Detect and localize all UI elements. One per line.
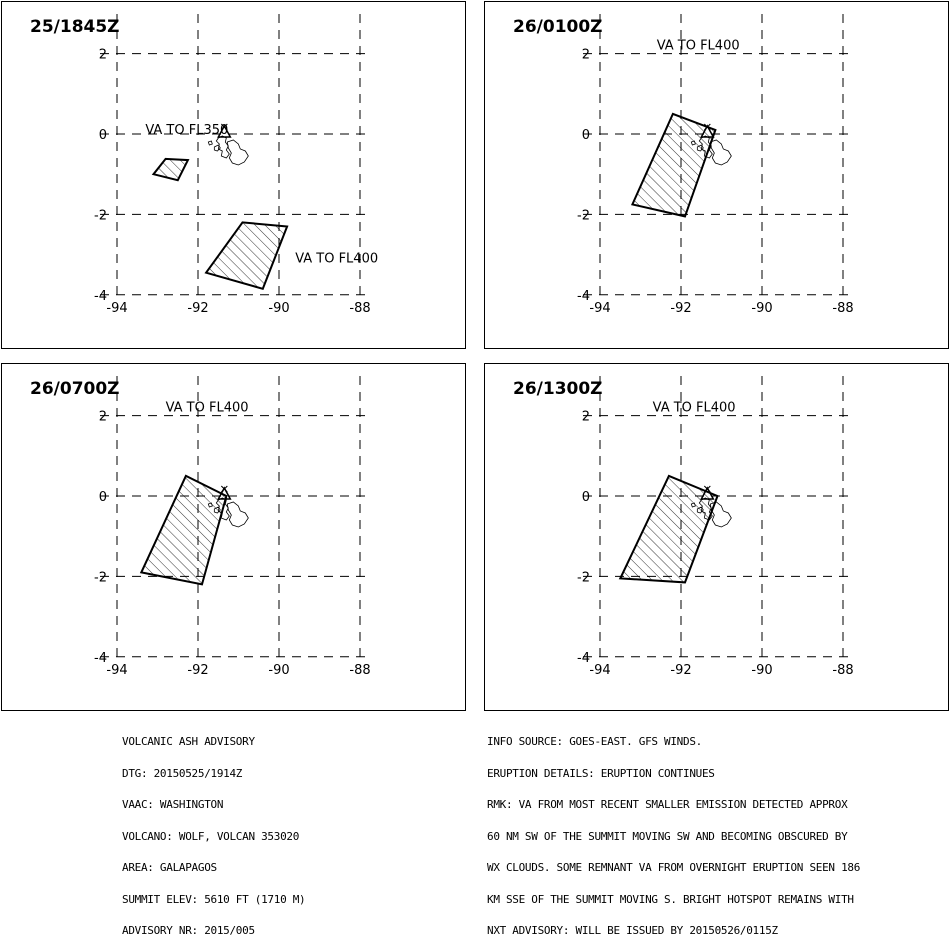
island-outline xyxy=(227,502,248,527)
y-tick-label: -2 xyxy=(94,570,107,586)
footer-right-line: KM SSE OF THE SUMMIT MOVING S. BRIGHT HOTSPOT REMAINS WITH xyxy=(487,892,854,906)
advisory-details-block xyxy=(487,716,860,947)
y-tick-label: 2 xyxy=(581,409,590,425)
x-tick-label: -88 xyxy=(832,662,854,678)
panel-title-2: 26/0100Z xyxy=(513,17,603,37)
island-outline xyxy=(214,145,220,151)
x-tick-label: -88 xyxy=(349,300,371,316)
footer-left-line: SUMMIT ELEV: 5610 FT (1710 M) xyxy=(122,892,306,906)
ash-cloud-polygon xyxy=(206,222,287,288)
island-outline xyxy=(216,136,229,158)
panel-title-3: 26/0700Z xyxy=(30,379,120,399)
x-tick-label: -90 xyxy=(268,662,290,678)
footer-right-line: INFO SOURCE: GOES-EAST. GFS WINDS. xyxy=(487,735,702,748)
map-panel-2 xyxy=(484,1,949,349)
map-panel-3 xyxy=(1,363,466,711)
ash-level-label: VA TO FL350 xyxy=(145,123,229,138)
ash-cloud-polygon xyxy=(620,476,717,583)
x-tick-label: -94 xyxy=(106,300,128,316)
x-tick-label: -90 xyxy=(751,300,773,316)
map-svg-4 xyxy=(485,364,950,712)
island-outline xyxy=(208,141,212,145)
footer-left-line: AREA: GALAPAGOS xyxy=(122,861,217,874)
x-tick-label: -92 xyxy=(187,662,209,678)
y-tick-label: -2 xyxy=(94,208,107,224)
ash-cloud-polygon xyxy=(632,114,715,216)
ash-level-label: VA TO FL400 xyxy=(295,251,379,267)
x-tick-label: -92 xyxy=(670,300,692,316)
y-tick-label: 2 xyxy=(98,409,107,425)
y-tick-label: 0 xyxy=(581,490,590,505)
footer-left-line: VOLCANIC ASH ADVISORY xyxy=(122,735,255,748)
y-tick-label: -2 xyxy=(577,570,590,586)
x-tick-label: -94 xyxy=(589,662,611,678)
x-tick-label: -90 xyxy=(751,662,773,678)
footer-right-line: NXT ADVISORY: WILL BE ISSUED BY 20150526/0115Z xyxy=(487,924,778,937)
footer-left-line: DTG: 20150525/1914Z xyxy=(122,766,243,780)
y-tick-label: 2 xyxy=(581,47,590,63)
ash-cloud-polygon xyxy=(141,476,226,585)
ash-level-label: VA TO FL400 xyxy=(165,400,249,416)
island-outline xyxy=(227,140,248,165)
x-tick-label: -94 xyxy=(589,300,611,316)
y-tick-label: -4 xyxy=(577,288,590,304)
y-tick-label: -4 xyxy=(577,650,590,666)
advisory-header-block xyxy=(122,716,305,947)
y-tick-label: 0 xyxy=(98,128,107,143)
ash-level-label: VA TO FL400 xyxy=(656,38,740,54)
footer-right-line: RMK: VA FROM MOST RECENT SMALLER EMISSION DETECTED APPROX xyxy=(487,798,848,811)
ash-level-label: VA TO FL400 xyxy=(652,400,736,416)
footer-left-line: VOLCANO: WOLF, VOLCAN 353020 xyxy=(122,829,300,843)
map-svg-3 xyxy=(2,364,467,712)
footer-left-line: ADVISORY NR: 2015/005 xyxy=(122,924,255,937)
footer-right-line: ERUPTION DETAILS: ERUPTION CONTINUES xyxy=(487,766,715,780)
y-tick-label: 0 xyxy=(581,128,590,143)
map-svg-2 xyxy=(485,2,950,350)
map-svg-1 xyxy=(2,2,467,350)
footer-right-line: 60 NM SW OF THE SUMMIT MOVING SW AND BECOMING OBSCURED BY xyxy=(487,829,848,843)
x-tick-label: -92 xyxy=(670,662,692,678)
x-tick-label: -92 xyxy=(187,300,209,316)
footer-left-line: VAAC: WASHINGTON xyxy=(122,798,224,811)
y-tick-label: 2 xyxy=(98,47,107,63)
panel-title-1: 25/1845Z xyxy=(30,17,120,37)
map-panel-4 xyxy=(484,363,949,711)
y-tick-label: -4 xyxy=(94,650,107,666)
panel-title-4: 26/1300Z xyxy=(513,379,603,399)
x-tick-label: -94 xyxy=(106,662,128,678)
y-tick-label: 0 xyxy=(98,490,107,505)
y-tick-label: -2 xyxy=(577,208,590,224)
y-tick-label: -4 xyxy=(94,288,107,304)
x-tick-label: -90 xyxy=(268,300,290,316)
map-panel-1 xyxy=(1,1,466,349)
island-outline xyxy=(710,140,731,165)
x-tick-label: -88 xyxy=(349,662,371,678)
footer-right-line: WX CLOUDS. SOME REMNANT VA FROM OVERNIGHT ERUPTION SEEN 186 xyxy=(487,861,861,874)
x-tick-label: -88 xyxy=(832,300,854,316)
ash-cloud-polygon xyxy=(154,159,188,180)
